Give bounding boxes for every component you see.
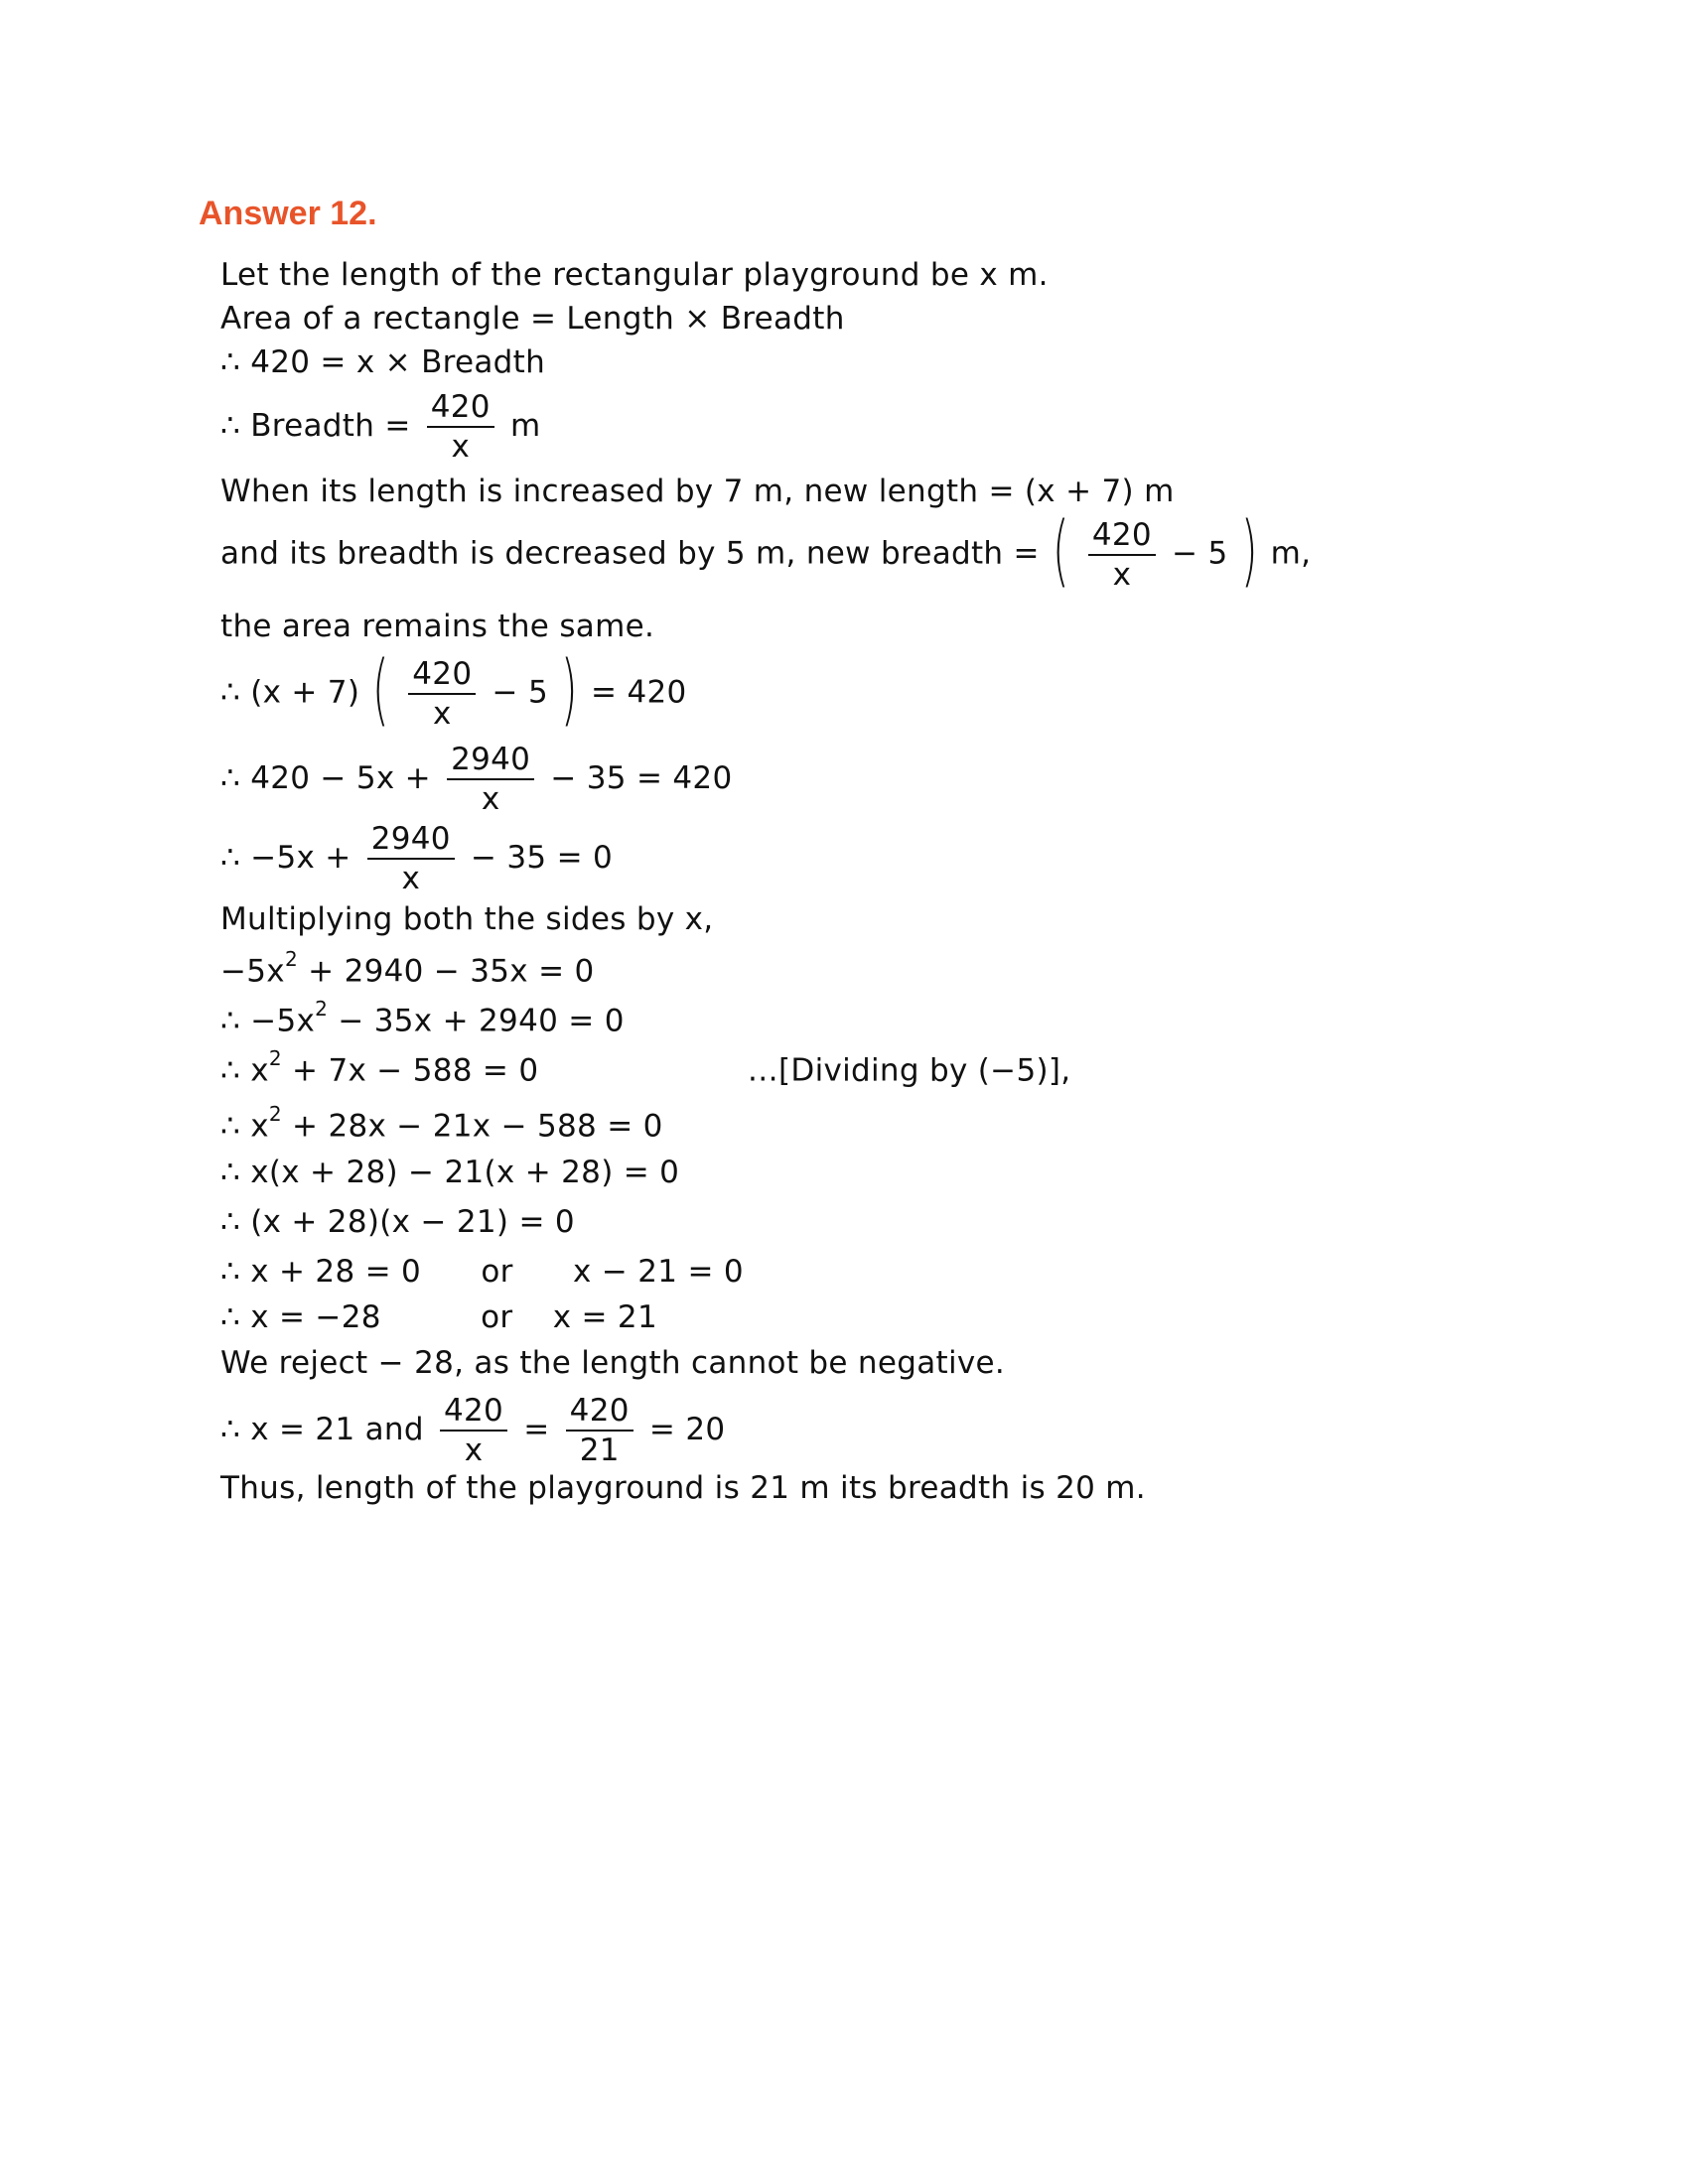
equation-text: x + 28 = 0 (250, 1254, 422, 1290)
equation-text: (x + 7) (250, 674, 360, 711)
fraction (408, 655, 476, 732)
therefore-symbol: ∴ (220, 408, 241, 444)
equation-text: −5x (250, 1003, 316, 1039)
equation-text: = 420 (591, 674, 687, 711)
or-text: or (481, 1254, 513, 1290)
equation-text: Breadth = (250, 408, 411, 444)
therefore-symbol: ∴ (220, 1108, 241, 1145)
unit-text: m, (1270, 535, 1312, 572)
equation-text: x = −28 (250, 1299, 381, 1335)
therefore-symbol: ∴ (220, 1155, 241, 1190)
line-new-breadth (220, 506, 1312, 596)
equation-text: = 20 (648, 1412, 726, 1447)
equation-text: x(x + 28) − 21(x + 28) = 0 (250, 1155, 680, 1190)
right-paren: ) (1240, 506, 1258, 596)
fraction (1088, 516, 1156, 593)
line-expanded (220, 742, 733, 817)
therefore-symbol: ∴ (220, 1003, 241, 1039)
fraction-numerator: 2940 (367, 824, 455, 860)
equation-text: + 2940 − 35x = 0 (308, 953, 595, 990)
left-paren: ( (372, 645, 390, 735)
line-area-equation-2 (220, 645, 687, 735)
line-split-middle (220, 1102, 663, 1145)
or-text: or (481, 1299, 513, 1335)
line-roots-equations (220, 1254, 744, 1290)
equation-text: −5x (220, 953, 285, 990)
line-area-formula: Area of a rectangle = Length × Breadth (220, 301, 845, 337)
equation-text: x = 21 and (250, 1412, 424, 1447)
therefore-symbol: ∴ (220, 1254, 241, 1290)
fraction (440, 1393, 507, 1468)
equation-text: − 5 (492, 674, 548, 711)
line-multiplying: Multiplying both the sides by x, (220, 901, 714, 937)
fraction-numerator: 420 (1088, 520, 1156, 556)
fraction (427, 389, 494, 465)
answer-heading: Answer 12. (199, 195, 377, 232)
exponent: 2 (315, 997, 329, 1021)
equation-text: − 35x + 2940 = 0 (338, 1003, 625, 1039)
therefore-symbol: ∴ (220, 1412, 241, 1447)
fraction-denominator: x (464, 1433, 484, 1468)
line-let-length: Let the length of the rectangular playground be x m. (220, 257, 1049, 293)
line-reject: We reject − 28, as the length cannot be negative. (220, 1345, 1006, 1381)
fraction-denominator: 21 (579, 1433, 620, 1468)
fraction-numerator: 2940 (447, 745, 534, 780)
fraction (566, 1393, 633, 1468)
left-paren: ( (1052, 506, 1069, 596)
line-simplified (220, 821, 614, 896)
fraction-denominator: x (481, 781, 500, 817)
equation-text: x (250, 1052, 269, 1089)
line-new-length: When its length is increased by 7 m, new length = (x + 7) m (220, 474, 1175, 509)
equation-text: − 35 = 420 (550, 760, 733, 796)
equation-text: x − 21 = 0 (573, 1254, 744, 1290)
fraction-denominator: x (401, 861, 421, 896)
line-final-values (220, 1393, 726, 1468)
equation-text: −5x + (250, 840, 352, 876)
fraction-denominator: x (432, 695, 452, 732)
therefore-symbol: ∴ (220, 344, 241, 380)
fraction-numerator: 420 (408, 659, 476, 695)
therefore-symbol: ∴ (220, 674, 241, 711)
therefore-symbol: ∴ (220, 1052, 241, 1089)
dividing-note: …[Dividing by (−5)], (747, 1052, 1071, 1089)
exponent: 2 (268, 1102, 282, 1126)
equation-text: x = 21 (552, 1299, 657, 1335)
fraction-denominator: x (451, 429, 471, 465)
equation-text: + 28x − 21x − 588 = 0 (292, 1108, 663, 1145)
fraction-numerator: 420 (566, 1396, 633, 1432)
equation-text: + 7x − 588 = 0 (292, 1052, 539, 1089)
line-breadth-expression (220, 389, 541, 465)
equation-text: 420 − 5x + (250, 760, 431, 796)
right-paren: ) (561, 645, 578, 735)
line-conclusion: Thus, length of the playground is 21 m its breadth is 20 m. (220, 1470, 1146, 1506)
line-quadratic-1 (220, 947, 595, 990)
line-quadratic-2 (220, 997, 625, 1039)
line-quadratic-3 (220, 1046, 1071, 1089)
therefore-symbol: ∴ (220, 1299, 241, 1335)
statement-text: and its breadth is decreased by 5 m, new breadth = (220, 535, 1040, 572)
equation-text: x (250, 1108, 269, 1145)
fraction-numerator: 420 (427, 392, 494, 428)
equation-text: (x + 28)(x − 21) = 0 (250, 1204, 575, 1240)
line-factor-common (220, 1155, 680, 1190)
equation-text: = (523, 1412, 550, 1447)
exponent: 2 (284, 947, 298, 971)
exponent: 2 (268, 1046, 282, 1070)
therefore-symbol: ∴ (220, 1204, 241, 1240)
equation-text: 420 = x × Breadth (250, 344, 546, 380)
unit-text: m (510, 408, 541, 444)
line-factored (220, 1204, 575, 1240)
equation-text: − 5 (1172, 535, 1228, 572)
equation-text: − 35 = 0 (470, 840, 614, 876)
fraction (367, 821, 455, 896)
line-roots-values (220, 1299, 657, 1335)
fraction-denominator: x (1112, 556, 1132, 593)
line-area-same: the area remains the same. (220, 609, 655, 644)
therefore-symbol: ∴ (220, 760, 241, 796)
therefore-symbol: ∴ (220, 840, 241, 876)
fraction-numerator: 420 (440, 1396, 507, 1432)
line-area-equation (220, 344, 546, 380)
fraction (447, 742, 534, 817)
